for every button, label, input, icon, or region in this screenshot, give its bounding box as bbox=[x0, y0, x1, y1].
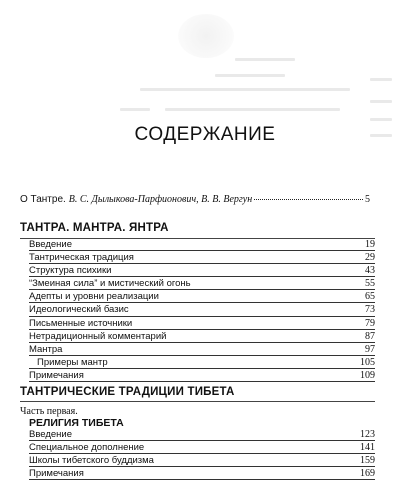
toc-entry[interactable] bbox=[29, 330, 375, 343]
section-heading-tibet: ТАНТРИЧЕСКИЕ ТРАДИЦИИ ТИБЕТА bbox=[20, 386, 235, 398]
entry-page-number: 29 bbox=[365, 252, 375, 264]
entry-page-number: 169 bbox=[360, 468, 375, 480]
toc-entry[interactable] bbox=[29, 277, 375, 290]
toc-entry[interactable] bbox=[29, 238, 375, 251]
entry-label: Примеры мантр bbox=[37, 356, 108, 368]
entry-label: Нетрадиционный комментарий bbox=[29, 330, 167, 342]
entry-label: “Змеиная сила” и мистический огонь bbox=[29, 278, 191, 290]
faded-emblem-image bbox=[178, 14, 234, 58]
entry-page-number: 73 bbox=[365, 304, 375, 316]
page-title: СОДЕРЖАНИЕ bbox=[134, 124, 276, 145]
toc-list-section-2 bbox=[29, 428, 375, 480]
intro-entry[interactable] bbox=[20, 194, 370, 205]
toc-entry[interactable] bbox=[29, 428, 375, 441]
entry-page-number: 43 bbox=[365, 265, 375, 277]
toc-entry[interactable] bbox=[29, 454, 375, 467]
entry-label: Письменные источники bbox=[29, 317, 133, 329]
entry-page-number: 55 bbox=[365, 278, 375, 290]
intro-authors: В. С. Дылыкова-Парфионович, В. В. Вергун bbox=[68, 194, 253, 205]
entry-rule bbox=[29, 479, 375, 480]
entry-label: Идеологический базис bbox=[29, 304, 129, 316]
toc-entry[interactable] bbox=[29, 251, 375, 264]
entry-page-number: 87 bbox=[365, 330, 375, 342]
intro-page-number: 5 bbox=[365, 194, 370, 205]
toc-entry[interactable] bbox=[29, 343, 375, 356]
toc-entry[interactable] bbox=[29, 369, 375, 382]
toc-entry[interactable] bbox=[29, 317, 375, 330]
entry-label: Примечания bbox=[29, 468, 84, 480]
section-heading-tantra: ТАНТРА. МАНТРА. ЯНТРА bbox=[20, 222, 169, 234]
entry-label: Тантрическая традиция bbox=[29, 252, 134, 264]
entry-page-number: 19 bbox=[365, 239, 375, 250]
entry-label: Специальное дополнение bbox=[29, 442, 145, 454]
entry-label: Примечания bbox=[29, 369, 84, 381]
part-label: Часть первая. bbox=[20, 406, 78, 417]
dot-leader bbox=[254, 199, 363, 200]
entry-label: Структура психики bbox=[29, 265, 112, 277]
entry-rule bbox=[29, 381, 375, 382]
entry-page-number: 141 bbox=[360, 442, 375, 454]
entry-page-number: 105 bbox=[360, 356, 375, 368]
entry-page-number: 79 bbox=[365, 317, 375, 329]
toc-entry[interactable] bbox=[29, 467, 375, 480]
entry-page-number: 109 bbox=[360, 369, 375, 381]
part-title: РЕЛИГИЯ ТИБЕТА bbox=[29, 417, 124, 429]
entry-page-number: 159 bbox=[360, 455, 375, 467]
entry-label: Мантра bbox=[29, 343, 63, 355]
toc-entry[interactable] bbox=[29, 303, 375, 316]
toc-list-section-1 bbox=[29, 238, 375, 382]
intro-lead: О Тантре. bbox=[20, 194, 66, 205]
toc-entry[interactable] bbox=[29, 290, 375, 303]
section-rule bbox=[20, 401, 375, 402]
toc-entry[interactable] bbox=[29, 264, 375, 277]
toc-entry[interactable] bbox=[29, 356, 375, 369]
entry-page-number: 65 bbox=[365, 291, 375, 303]
entry-page-number: 123 bbox=[360, 429, 375, 440]
entry-page-number: 97 bbox=[365, 343, 375, 355]
entry-label: Введение bbox=[29, 239, 73, 250]
entry-label: Школы тибетского буддизма bbox=[29, 455, 154, 467]
entry-label: Адепты и уровни реализации bbox=[29, 291, 159, 303]
entry-label: Введение bbox=[29, 429, 73, 440]
toc-entry[interactable] bbox=[29, 441, 375, 454]
